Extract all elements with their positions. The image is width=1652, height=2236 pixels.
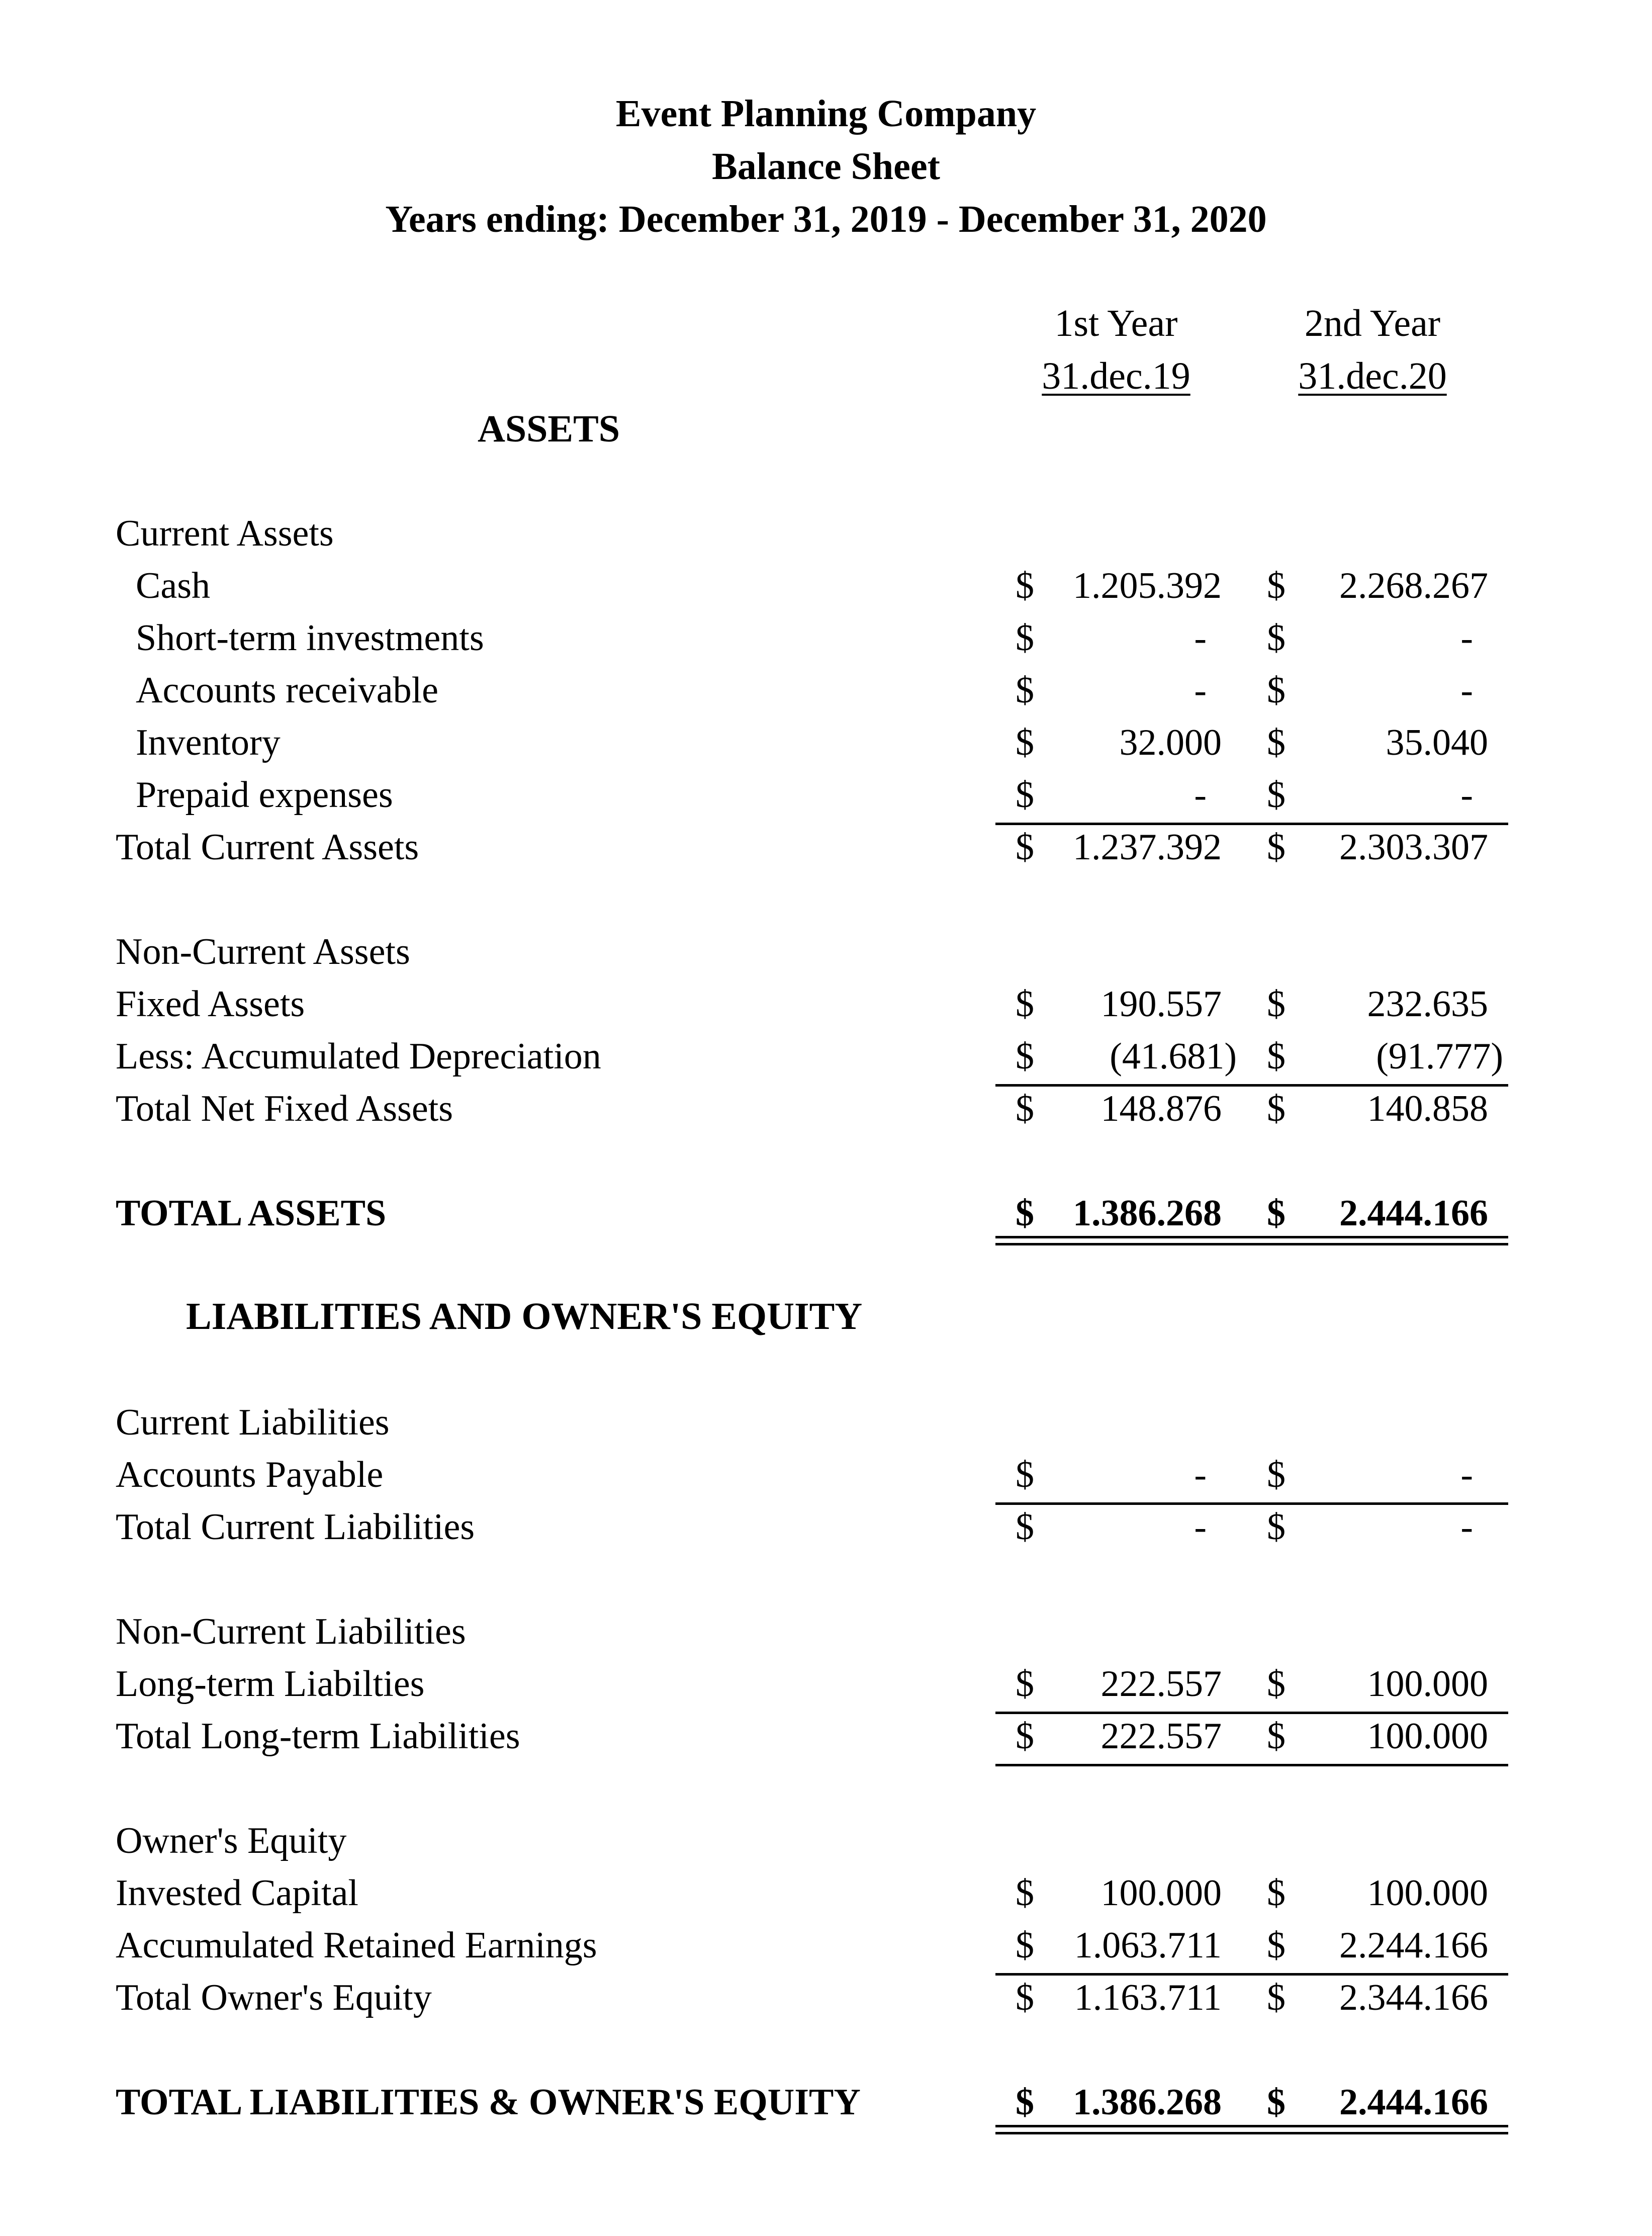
- amount-col1-cash: 1.205.392: [1073, 565, 1222, 606]
- currency-symbol-col1-total-long-term-liabilities: $: [1016, 1716, 1034, 1757]
- label-current-liabilities: Current Liabilities: [116, 1402, 390, 1443]
- currency-symbol-col2-accounts-payable: $: [1267, 1454, 1286, 1495]
- currency-symbol-col1-accounts-receivable: $: [1016, 670, 1034, 711]
- col1-date-text: 31.dec.19: [1042, 355, 1190, 397]
- currency-symbol-col1-total-net-fixed-assets: $: [1016, 1088, 1034, 1129]
- label-accounts-payable: Accounts Payable: [116, 1454, 384, 1495]
- amount-col1-inventory: 32.000: [1119, 722, 1222, 763]
- currency-symbol-col2-total-long-term-liabilities: $: [1267, 1716, 1286, 1757]
- col2-label: 2nd Year: [1304, 302, 1441, 344]
- currency-symbol-col2-cash: $: [1267, 565, 1286, 606]
- currency-symbol-col2-total-current-liabilities: $: [1267, 1506, 1286, 1548]
- rule-total-le-1: [995, 2125, 1508, 2127]
- amount-col2-invested-capital: 100.000: [1367, 1872, 1488, 1914]
- rule-long-term-liabilities-bottom: [995, 1764, 1508, 1766]
- amount-col2-total-long-term-liabilities: 100.000: [1367, 1716, 1488, 1757]
- amount-col1-accounts-receivable: -: [1194, 670, 1207, 711]
- currency-symbol-col1-long-term-liabilties: $: [1016, 1663, 1034, 1705]
- currency-symbol-col2-inventory: $: [1267, 722, 1286, 763]
- amount-col1-total-net-fixed-assets: 148.876: [1100, 1088, 1222, 1129]
- amount-col1-total-assets: 1.386.268: [1073, 1193, 1222, 1234]
- amount-col2-inventory: 35.040: [1386, 722, 1488, 763]
- currency-symbol-col2-total-net-fixed-assets: $: [1267, 1088, 1286, 1129]
- amount-col1-prepaid-expenses: -: [1194, 774, 1207, 816]
- amount-col2-long-term-liabilties: 100.000: [1367, 1663, 1488, 1705]
- label-total-assets: TOTAL ASSETS: [116, 1193, 387, 1234]
- amount-col2-prepaid-expenses: -: [1460, 774, 1473, 816]
- currency-symbol-col1-total-liabilities-owner-s-equity: $: [1016, 2082, 1034, 2123]
- amount-col2-accounts-payable: -: [1460, 1454, 1473, 1495]
- report-title: Balance Sheet: [712, 145, 940, 188]
- currency-symbol-col1-accounts-payable: $: [1016, 1454, 1034, 1495]
- currency-symbol-col1-total-assets: $: [1016, 1193, 1034, 1234]
- rule-current-liabilities: [995, 1502, 1508, 1505]
- amount-col1-accounts-payable: -: [1194, 1454, 1207, 1495]
- label-cash: Cash: [136, 565, 210, 606]
- amount-col1-total-long-term-liabilities: 222.557: [1100, 1716, 1222, 1757]
- currency-symbol-col1-fixed-assets: $: [1016, 983, 1034, 1025]
- amount-col2-total-assets: 2.444.166: [1339, 1193, 1488, 1234]
- col1-label: 1st Year: [1054, 302, 1178, 344]
- currency-symbol-col2-fixed-assets: $: [1267, 983, 1286, 1025]
- period-title: Years ending: December 31, 2019 - December 31, 2020: [385, 198, 1267, 240]
- label-invested-capital: Invested Capital: [116, 1872, 358, 1914]
- label-non-current-liabilities: Non-Current Liabilities: [116, 1611, 466, 1652]
- amount-col2-accounts-receivable: -: [1460, 670, 1473, 711]
- label-accounts-receivable: Accounts receivable: [136, 670, 438, 711]
- amount-col2-total-current-liabilities: -: [1460, 1506, 1473, 1548]
- currency-symbol-col1-invested-capital: $: [1016, 1872, 1034, 1914]
- currency-symbol-col2-short-term-investments: $: [1267, 617, 1286, 659]
- currency-symbol-col1-accumulated-retained-earnings: $: [1016, 1925, 1034, 1966]
- amount-col2-short-term-investments: -: [1460, 617, 1473, 659]
- amount-col2-accumulated-retained-earnings: 2.244.166: [1339, 1925, 1488, 1966]
- amount-col1-total-owner-s-equity: 1.163.711: [1074, 1977, 1222, 2018]
- label-current-assets: Current Assets: [116, 513, 334, 554]
- amount-col2-total-owner-s-equity: 2.344.166: [1339, 1977, 1488, 2018]
- currency-symbol-col1-cash: $: [1016, 565, 1034, 606]
- amount-col2-less-accumulated-depreciation: (91.777): [1376, 1036, 1503, 1077]
- label-total-liabilities-owners-equity: TOTAL LIABILITIES & OWNER'S EQUITY: [116, 2082, 861, 2123]
- amount-col1-total-current-liabilities: -: [1194, 1506, 1207, 1548]
- currency-symbol-col1-less-accumulated-depreciation: $: [1016, 1036, 1034, 1077]
- amount-col2-total-net-fixed-assets: 140.858: [1367, 1088, 1488, 1129]
- currency-symbol-col2-total-current-assets: $: [1267, 827, 1286, 868]
- label-inventory: Inventory: [136, 722, 281, 763]
- label-short-term-investments: Short-term investments: [136, 617, 484, 659]
- label-total-current-liabilities: Total Current Liabilities: [116, 1506, 475, 1548]
- currency-symbol-col1-short-term-investments: $: [1016, 617, 1034, 659]
- label-total-owners-equity: Total Owner's Equity: [116, 1977, 432, 2018]
- currency-symbol-col2-accounts-receivable: $: [1267, 670, 1286, 711]
- rule-long-term-liabilities-top: [995, 1712, 1508, 1714]
- amount-col2-total-liabilities-owner-s-equity: 2.444.166: [1339, 2082, 1488, 2123]
- label-total-current-assets: Total Current Assets: [116, 827, 419, 868]
- amount-col1-total-current-assets: 1.237.392: [1073, 827, 1222, 868]
- amount-col2-cash: 2.268.267: [1339, 565, 1488, 606]
- col2-date-text: 31.dec.20: [1298, 355, 1447, 397]
- currency-symbol-col2-accumulated-retained-earnings: $: [1267, 1925, 1286, 1966]
- currency-symbol-col1-prepaid-expenses: $: [1016, 774, 1034, 816]
- label-prepaid-expenses: Prepaid expenses: [136, 774, 393, 816]
- currency-symbol-col1-total-current-assets: $: [1016, 827, 1034, 868]
- amount-col1-total-liabilities-owner-s-equity: 1.386.268: [1073, 2082, 1222, 2123]
- currency-symbol-col1-total-owner-s-equity: $: [1016, 1977, 1034, 2018]
- amount-col2-total-current-assets: 2.303.307: [1339, 827, 1488, 868]
- currency-symbol-col2-total-assets: $: [1267, 1193, 1286, 1234]
- currency-symbol-col2-invested-capital: $: [1267, 1872, 1286, 1914]
- label-total-long-term-liabilities: Total Long-term Liabilities: [116, 1716, 520, 1757]
- currency-symbol-col2-long-term-liabilties: $: [1267, 1663, 1286, 1705]
- amount-col1-accumulated-retained-earnings: 1.063.711: [1074, 1925, 1222, 1966]
- currency-symbol-col2-total-liabilities-owner-s-equity: $: [1267, 2082, 1286, 2123]
- rule-total-assets-1: [995, 1236, 1508, 1238]
- currency-symbol-col1-inventory: $: [1016, 722, 1034, 763]
- col1-date: [975, 357, 1257, 395]
- label-accumulated-depreciation: Less: Accumulated Depreciation: [116, 1036, 601, 1077]
- company-title: Event Planning Company: [615, 93, 1037, 135]
- amount-col1-long-term-liabilties: 222.557: [1100, 1663, 1222, 1705]
- currency-symbol-col2-prepaid-expenses: $: [1267, 774, 1286, 816]
- label-long-term-liabilities: Long-term Liabilties: [116, 1663, 425, 1705]
- rule-total-le-2: [995, 2132, 1508, 2134]
- amount-col2-fixed-assets: 232.635: [1367, 983, 1488, 1025]
- rule-current-assets: [995, 823, 1508, 825]
- rule-owners-equity: [995, 1973, 1508, 1976]
- amount-col1-invested-capital: 100.000: [1100, 1872, 1222, 1914]
- label-non-current-assets: Non-Current Assets: [116, 931, 410, 972]
- label-accumulated-retained-earnings: Accumulated Retained Earnings: [116, 1925, 597, 1966]
- amount-col1-less-accumulated-depreciation: (41.681): [1110, 1036, 1237, 1077]
- assets-heading: ASSETS: [478, 408, 620, 450]
- currency-symbol-col1-total-current-liabilities: $: [1016, 1506, 1034, 1548]
- amount-col1-short-term-investments: -: [1194, 617, 1207, 659]
- currency-symbol-col2-total-owner-s-equity: $: [1267, 1977, 1286, 2018]
- label-fixed-assets: Fixed Assets: [116, 983, 305, 1025]
- rule-total-assets-2: [995, 1243, 1508, 1245]
- liab-equity-heading: LIABILITIES AND OWNER'S EQUITY: [186, 1295, 863, 1337]
- amount-col1-fixed-assets: 190.557: [1100, 983, 1222, 1025]
- rule-fixed-assets: [995, 1084, 1508, 1087]
- col2-date: [1232, 357, 1513, 395]
- label-owners-equity: Owner's Equity: [116, 1820, 347, 1861]
- currency-symbol-col2-less-accumulated-depreciation: $: [1267, 1036, 1286, 1077]
- label-total-net-fixed-assets: Total Net Fixed Assets: [116, 1088, 453, 1129]
